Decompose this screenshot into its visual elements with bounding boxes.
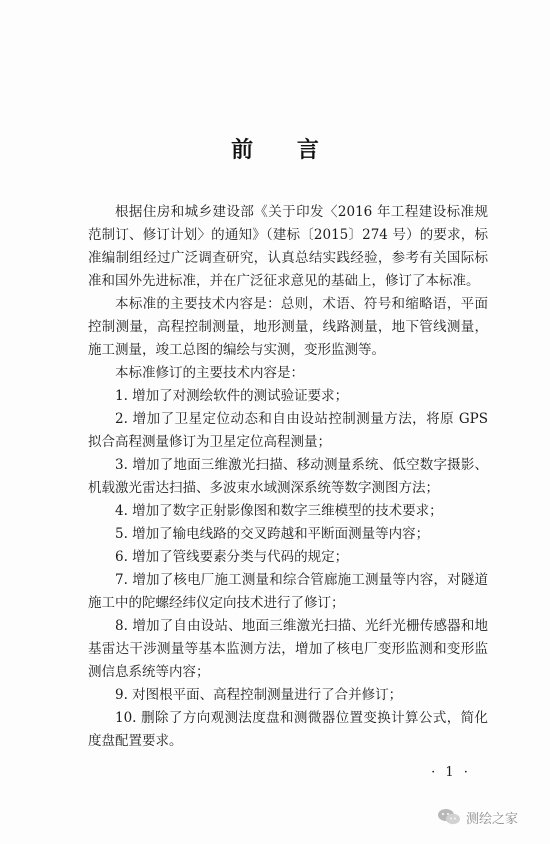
page-title: 前 言	[231, 138, 337, 163]
revision-item-2: 2. 增加了卫星定位动态和自由设站控制测量方法，将原 GPS 拟合高程测量修订为卫星定位高程测量；	[88, 411, 488, 450]
wechat-icon	[437, 808, 461, 826]
watermark-text: 测绘之家	[466, 811, 519, 827]
revision-item-7: 7. 增加了核电厂施工测量和综合管廊施工测量等内容，对隧道施工中的陀螺经纬仪定向技术进行了修订；	[88, 572, 488, 611]
revision-item-6: 6. 增加了管线要素分类与代码的规定；	[115, 549, 349, 565]
intro-paragraph: 根据住房和城乡建设部《关于印发〈2016 年工程建设标准规范制订、修订计划〉的通知》（建标〔2015〕274 号）的要求，标准编制组经过广泛调查研究，认真总结实践经验，参考有关国际标准和国外先进标准，并在广泛征求意见的基础上，修订了本标准。	[88, 204, 488, 289]
revision-item-10: 10. 删除了方向观测法度盘和测微器位置变换计算公式，简化度盘配置要求。	[88, 710, 488, 749]
main-content-paragraph: 本标准的主要技术内容是：总则，术语、符号和缩略语，平面控制测量，高程控制测量，地形测量，线路测量，地下管线测量，施工测量，竣工总图的编绘与实测，变形监测等。	[88, 296, 488, 358]
revision-item-1: 1. 增加了对测绘软件的测试验证要求；	[115, 388, 349, 404]
revision-item-3: 3. 增加了地面三维激光扫描、移动测量系统、低空数字摄影、机载激光雷达扫描、多波束水域测深系统等数字测图方法；	[88, 457, 488, 496]
revision-item-8: 8. 增加了自由设站、地面三维激光扫描、光纤光栅传感器和地基雷达干涉测量等基本监测方法，增加了核电厂变形监测和变形监测信息系统等内容；	[88, 618, 488, 680]
page-number: · 1 ·	[431, 765, 471, 780]
revision-intro-paragraph: 本标准修订的主要技术内容是：	[115, 365, 304, 381]
revision-item-9: 9. 对图根平面、高程控制测量进行了合并修订；	[115, 687, 403, 703]
revision-item-4: 4. 增加了数字正射影像图和数字三维模型的技术要求；	[115, 503, 443, 519]
watermark	[437, 806, 518, 828]
revision-item-5: 5. 增加了输电线路的交叉跨越和平断面测量等内容；	[115, 526, 430, 542]
